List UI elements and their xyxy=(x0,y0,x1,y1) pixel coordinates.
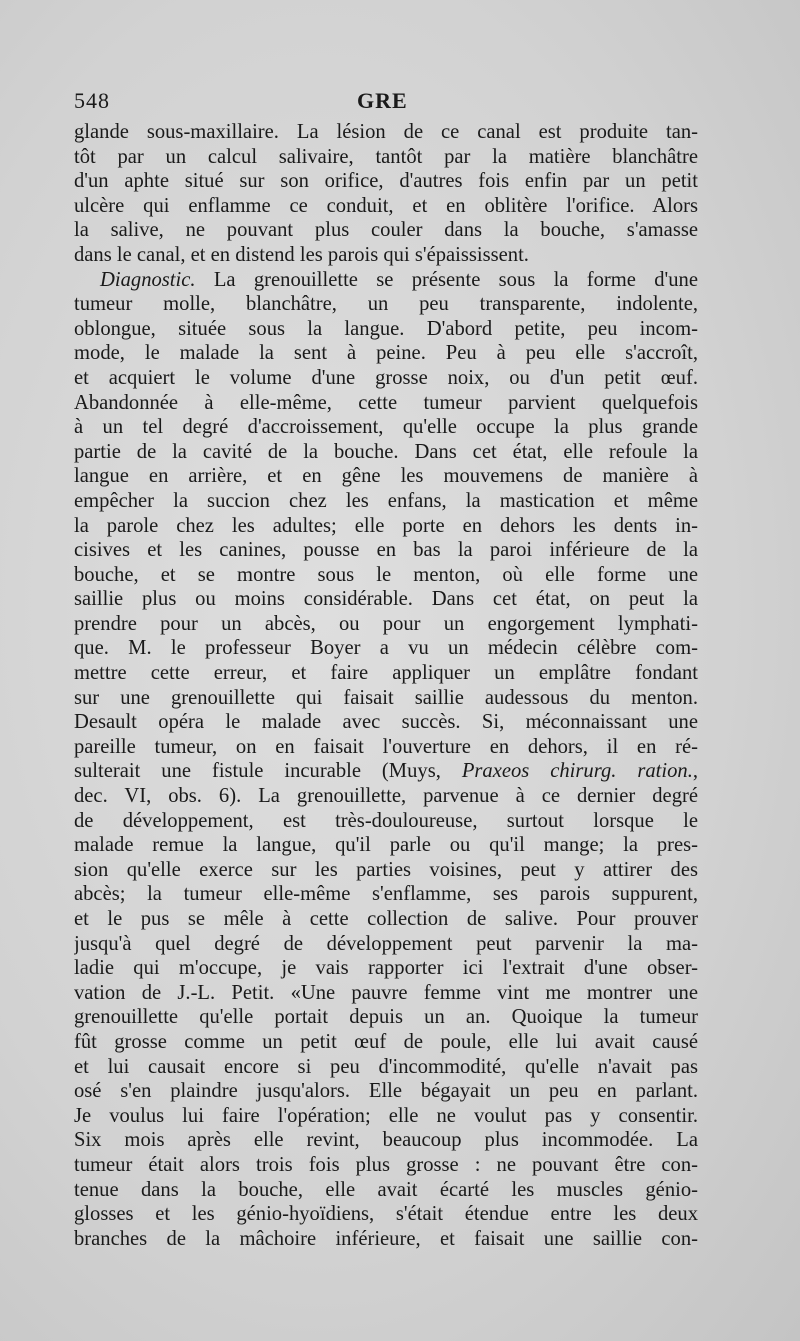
text-line xyxy=(74,1227,698,1252)
line-text: à un tel degré d'accroissement, qu'elle occupe la plus grande xyxy=(74,416,698,439)
text-line xyxy=(74,809,698,834)
line-text: sur une grenouillette qui faisait saillie audessous du menton. xyxy=(74,686,698,709)
text-line xyxy=(74,710,698,735)
line-text: d'un aphte situé sur son orifice, d'autres fois enfin par un petit xyxy=(74,170,698,193)
line-text: langue en arrière, et en gêne les mouvemens de manière à xyxy=(74,465,698,488)
line-text: et le pus se mêle à cette collection de salive. Pour prouver xyxy=(74,908,698,930)
line-text: abcès; la tumeur elle-même s'enflamme, ses parois suppurent, xyxy=(74,883,698,906)
text-line xyxy=(74,882,698,907)
text-line xyxy=(74,686,698,711)
text-line xyxy=(74,218,698,243)
line-text: et acquiert le volume d'une grosse noix, ou d'un petit œuf. xyxy=(74,366,698,389)
text-line xyxy=(74,120,698,145)
line-text: de développement, est très-douloureuse, surtout lorsque le xyxy=(74,809,698,832)
line-text: glosses et les génio-hyoïdiens, s'était étendue entre les deux xyxy=(74,1203,698,1226)
text-line xyxy=(74,489,698,514)
line-text: dans le canal, et en distend les parois qui s'épaississent. xyxy=(74,243,529,266)
line-text: mettre cette erreur, et faire appliquer un emplâtre fondant xyxy=(74,662,698,685)
text-line xyxy=(74,858,698,883)
line-text: la parole chez les adultes; elle porte en dehors les dents in- xyxy=(74,514,698,537)
line-text: tumeur était alors trois fois plus grosse : ne pouvant être con- xyxy=(74,1153,698,1176)
text-line xyxy=(74,956,698,981)
line-text: mode, le malade la sent à peine. Peu à peu elle s'accroît, xyxy=(74,342,698,365)
text-line xyxy=(74,981,698,1006)
text-line xyxy=(74,1030,698,1055)
line-text: vation de J.-L. Petit. «Une pauvre femme vint me montrer une xyxy=(74,981,698,1004)
text-line xyxy=(74,1005,698,1030)
text-line xyxy=(74,833,698,858)
line-text: que. M. le professeur Boyer a vu un médecin célèbre com- xyxy=(74,637,698,660)
text-line xyxy=(74,1055,698,1080)
line-text: jusqu'à quel degré de développement peut parvenir la ma- xyxy=(74,932,698,955)
text-line xyxy=(74,440,698,465)
page-number: 548 xyxy=(74,88,110,113)
text-line xyxy=(74,563,698,588)
italic-heading: Diagnostic. xyxy=(100,268,196,291)
text-line xyxy=(74,1079,698,1104)
text-line xyxy=(74,907,698,932)
text-line xyxy=(74,784,698,809)
text-line xyxy=(74,661,698,686)
text-line xyxy=(74,1128,698,1153)
line-text: grenouillette qu'elle portait depuis un an. Quoique la tumeur xyxy=(74,1006,698,1029)
line-text: dec. VI, obs. 6). La grenouillette, parvenue à ce dernier degré xyxy=(74,785,698,808)
text-line xyxy=(74,759,698,784)
text-line xyxy=(74,464,698,489)
text-line xyxy=(74,1202,698,1227)
line-text: fût grosse comme un petit œuf de poule, elle lui avait causé xyxy=(74,1030,698,1053)
text-line xyxy=(74,932,698,957)
text-line xyxy=(74,415,698,440)
text-line xyxy=(74,366,698,391)
body-text xyxy=(74,120,698,1251)
running-head xyxy=(72,88,702,118)
line-text: bouche, et se montre sous le menton, où elle forme une xyxy=(74,563,698,586)
line-text: osé s'en plaindre jusqu'alors. Elle bégayait un peu en parlant. xyxy=(74,1080,698,1103)
line-text: La grenouillette se présente sous la forme d'une xyxy=(195,268,698,291)
line-text: Desault opéra le malade avec succès. Si, méconnaissant une xyxy=(74,711,698,734)
text-line xyxy=(74,317,698,342)
text-line xyxy=(74,194,698,219)
line-text: ulcère qui enflamme ce conduit, et en oblitère l'orifice. Alors xyxy=(74,194,698,217)
line-text: Six mois après elle revint, beaucoup plus incommodée. La xyxy=(74,1129,698,1152)
text-line xyxy=(74,612,698,637)
line-text: partie de la cavité de la bouche. Dans cet état, elle refoule la xyxy=(74,440,698,463)
line-text: prendre pour un abcès, ou pour un engorgement lymphati- xyxy=(74,612,698,635)
line-text: Je voulus lui faire l'opération; elle ne voulut pas y consentir. xyxy=(74,1104,698,1127)
text-line xyxy=(74,1104,698,1129)
text-line xyxy=(74,587,698,612)
line-text: glande sous-maxillaire. La lésion de ce canal est produite tan- xyxy=(74,121,698,143)
line-text: sulterait une fistule incurable (Muys, xyxy=(74,760,462,783)
text-line xyxy=(74,538,698,563)
text-line xyxy=(74,292,698,317)
text-line xyxy=(74,514,698,539)
line-text: la salive, ne pouvant plus couler dans la bouche, s'amasse xyxy=(74,219,698,242)
line-text: malade remue la langue, qu'il parle ou qu'il mange; la pres- xyxy=(74,834,698,857)
text-line xyxy=(74,145,698,170)
line-text: oblongue, située sous la langue. D'abord petite, peu incom- xyxy=(74,317,698,340)
line-text: tumeur molle, blanchâtre, un peu transparente, indolente, xyxy=(74,293,698,316)
line-text: cisives et les canines, pousse en bas la paroi inférieure de la xyxy=(74,539,698,562)
text-line xyxy=(74,243,698,268)
text-line xyxy=(74,1178,698,1203)
text-line xyxy=(74,268,698,293)
text-line xyxy=(74,341,698,366)
text-line xyxy=(74,169,698,194)
line-text: ladie qui m'occupe, je vais rapporter ici l'extrait d'une obser- xyxy=(74,957,698,980)
text-line xyxy=(74,735,698,760)
running-head-word: GRE xyxy=(357,88,408,113)
text-line xyxy=(74,636,698,661)
line-text: tenue dans la bouche, elle avait écarté les muscles génio- xyxy=(74,1178,698,1201)
line-tail: , xyxy=(692,760,698,783)
text-line xyxy=(74,391,698,416)
line-text: tôt par un calcul salivaire, tantôt par la matière blanchâtre xyxy=(74,145,698,168)
line-text: empêcher la succion chez les enfans, la mastication et même xyxy=(74,489,698,512)
line-text: saillie plus ou moins considérable. Dans cet état, on peut la xyxy=(74,588,698,611)
line-text: sion qu'elle exerce sur les parties voisines, peut y attirer des xyxy=(74,858,698,881)
citation-title: Praxeos chirurg. ration. xyxy=(461,760,693,783)
text-line xyxy=(74,1153,698,1178)
line-text: pareille tumeur, on en faisait l'ouverture en dehors, il en ré- xyxy=(74,735,698,758)
line-text: branches de la mâchoire inférieure, et faisait une saillie con- xyxy=(74,1227,698,1250)
line-text: Abandonnée à elle-même, cette tumeur parvient quelquefois xyxy=(74,391,698,414)
line-text: et lui causait encore si peu d'incommodité, qu'elle n'avait pas xyxy=(74,1055,698,1078)
